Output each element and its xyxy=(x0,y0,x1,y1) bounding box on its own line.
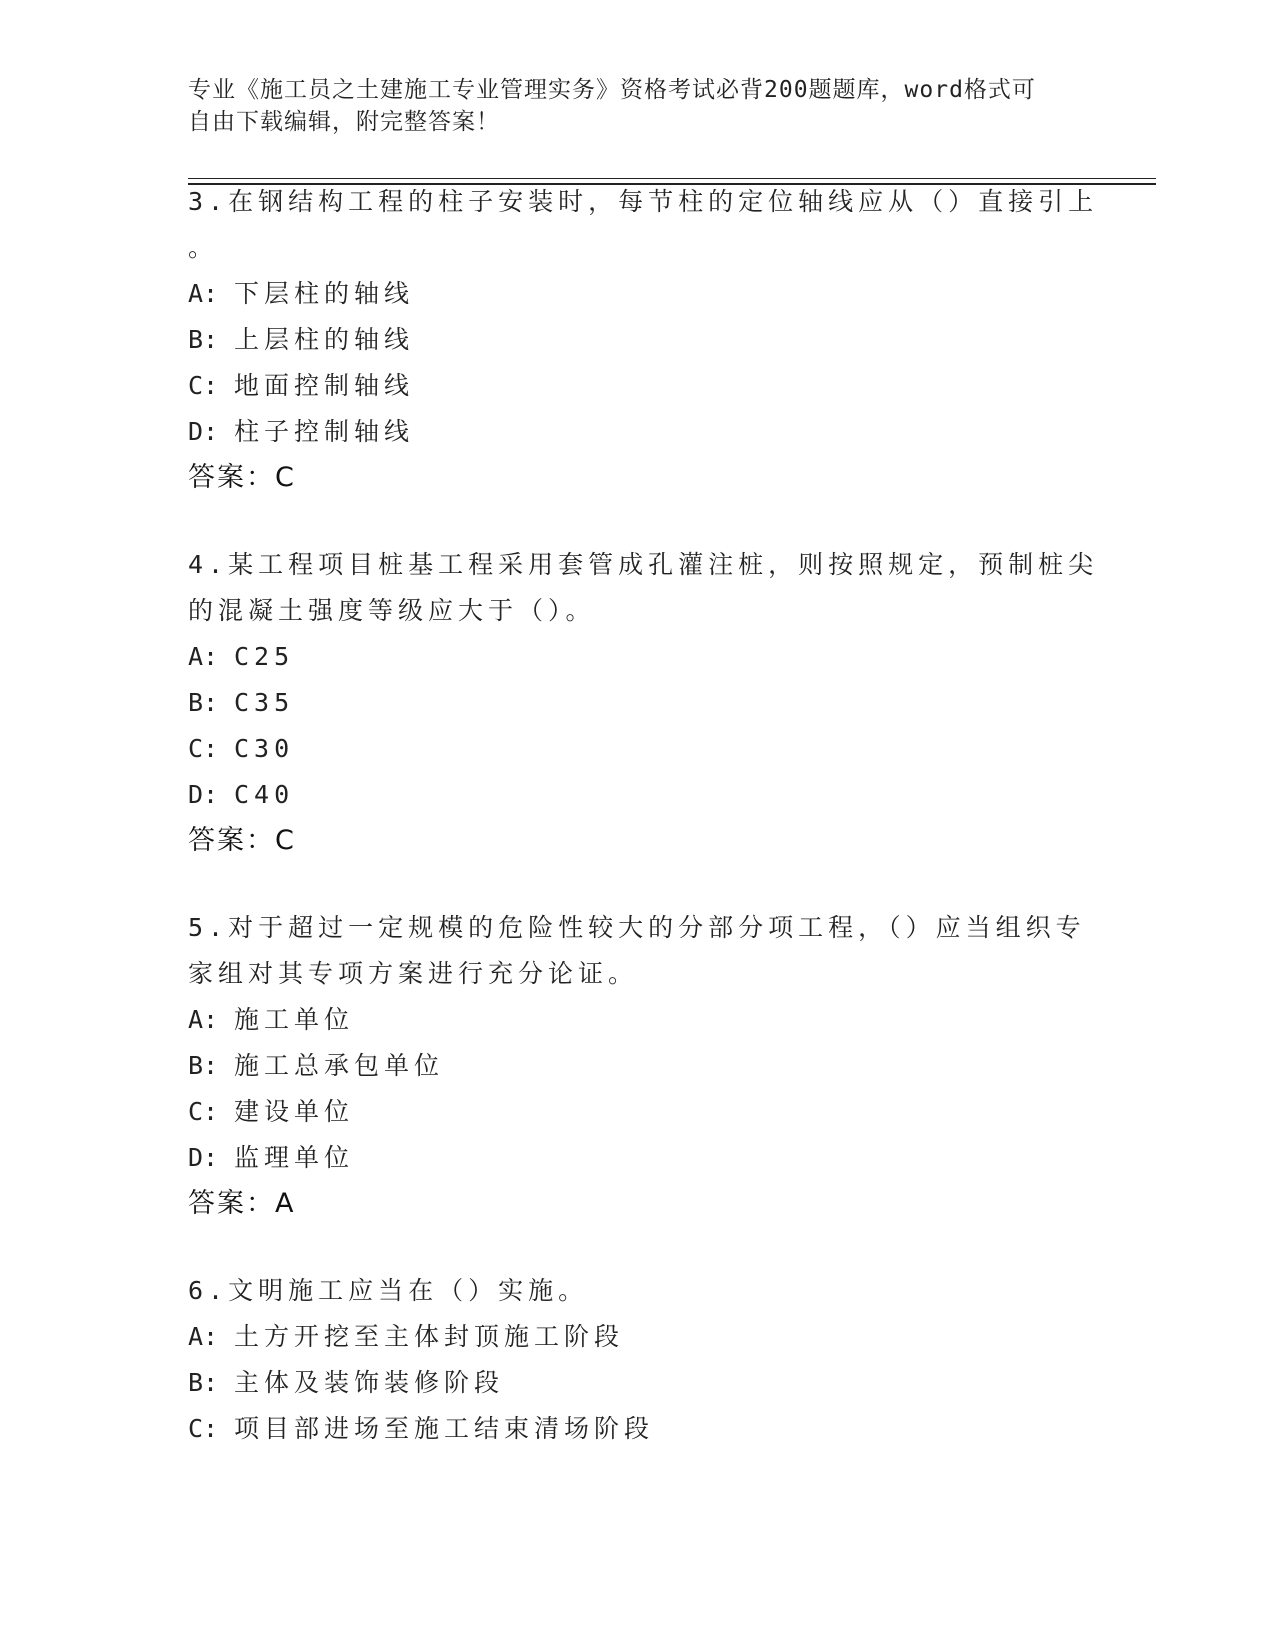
question-stem xyxy=(188,905,1086,997)
option-b xyxy=(188,1360,1068,1406)
option-letter: A: xyxy=(188,642,219,671)
option-letter: D: xyxy=(188,417,219,446)
option-letter: B: xyxy=(188,688,219,717)
option-d xyxy=(188,1135,1068,1181)
option-text: 主体及装饰装修阶段 xyxy=(234,1368,505,1397)
question-3 xyxy=(188,179,1099,501)
question-stem xyxy=(188,1268,1068,1314)
option-text: C30 xyxy=(234,734,295,763)
option-letter: B: xyxy=(188,1368,219,1397)
header-line-1: 专业《施工员之土建施工专业管理实务》资格考试必背200题题库，word格式可 xyxy=(188,77,1036,103)
question-stem-line: 6.文明施工应当在（）实施。 xyxy=(188,1276,589,1305)
question-stem-line: 。 xyxy=(188,233,219,262)
option-c xyxy=(188,1089,1068,1135)
option-c xyxy=(188,1406,1068,1452)
option-a xyxy=(188,634,1068,680)
question-stem-line: 的混凝土强度等级应大于（）。 xyxy=(188,596,596,625)
option-letter: B: xyxy=(188,1051,219,1080)
document-header xyxy=(188,74,1068,138)
question-stem-line: 3.在钢结构工程的柱子安装时，每节柱的定位轴线应从（）直接引上 xyxy=(188,187,1099,216)
option-d xyxy=(188,772,1068,818)
question-stem xyxy=(188,542,1099,634)
option-c xyxy=(188,726,1068,772)
question-4 xyxy=(188,542,1099,864)
question-stem-line: 4.某工程项目桩基工程采用套管成孔灌注桩，则按照规定，预制桩尖 xyxy=(188,550,1099,579)
answer-line: 答案：C xyxy=(188,462,296,493)
option-letter: A: xyxy=(188,279,219,308)
option-b xyxy=(188,317,1068,363)
answer-line: 答案：C xyxy=(188,825,296,856)
option-text: C35 xyxy=(234,688,295,717)
option-letter: C: xyxy=(188,371,219,400)
option-letter: D: xyxy=(188,1143,219,1172)
option-a xyxy=(188,1314,1068,1360)
option-letter: C: xyxy=(188,1097,219,1126)
option-letter: D: xyxy=(188,780,219,809)
option-a xyxy=(188,997,1068,1043)
option-a xyxy=(188,271,1068,317)
option-b xyxy=(188,1043,1068,1089)
option-text: C40 xyxy=(234,780,295,809)
option-text: 地面控制轴线 xyxy=(234,371,415,400)
option-text: 项目部进场至施工结束清场阶段 xyxy=(234,1414,655,1443)
option-letter: B: xyxy=(188,325,219,354)
question-stem-line: 5.对于超过一定规模的危险性较大的分部分项工程，（）应当组织专 xyxy=(188,913,1086,942)
header-line-2: 自由下载编辑，附完整答案！ xyxy=(188,109,500,135)
option-text: 施工总承包单位 xyxy=(234,1051,445,1080)
option-text: 土方开挖至主体封顶施工阶段 xyxy=(234,1322,625,1351)
option-c xyxy=(188,363,1068,409)
option-letter: A: xyxy=(188,1322,219,1351)
option-letter: C: xyxy=(188,734,219,763)
option-text: 上层柱的轴线 xyxy=(234,325,415,354)
option-letter: A: xyxy=(188,1005,219,1034)
option-letter: C: xyxy=(188,1414,219,1443)
option-text: 建设单位 xyxy=(234,1097,355,1126)
option-text: 施工单位 xyxy=(234,1005,355,1034)
question-5 xyxy=(188,905,1086,1227)
option-text: 柱子控制轴线 xyxy=(234,417,415,446)
option-text: 下层柱的轴线 xyxy=(234,279,415,308)
answer-line: 答案：A xyxy=(188,1188,296,1219)
question-stem-line: 家组对其专项方案进行充分论证。 xyxy=(188,959,639,988)
option-d xyxy=(188,409,1068,455)
question-stem xyxy=(188,179,1099,271)
option-text: 监理单位 xyxy=(234,1143,355,1172)
question-6 xyxy=(188,1268,1068,1452)
option-b xyxy=(188,680,1068,726)
option-text: C25 xyxy=(234,642,295,671)
